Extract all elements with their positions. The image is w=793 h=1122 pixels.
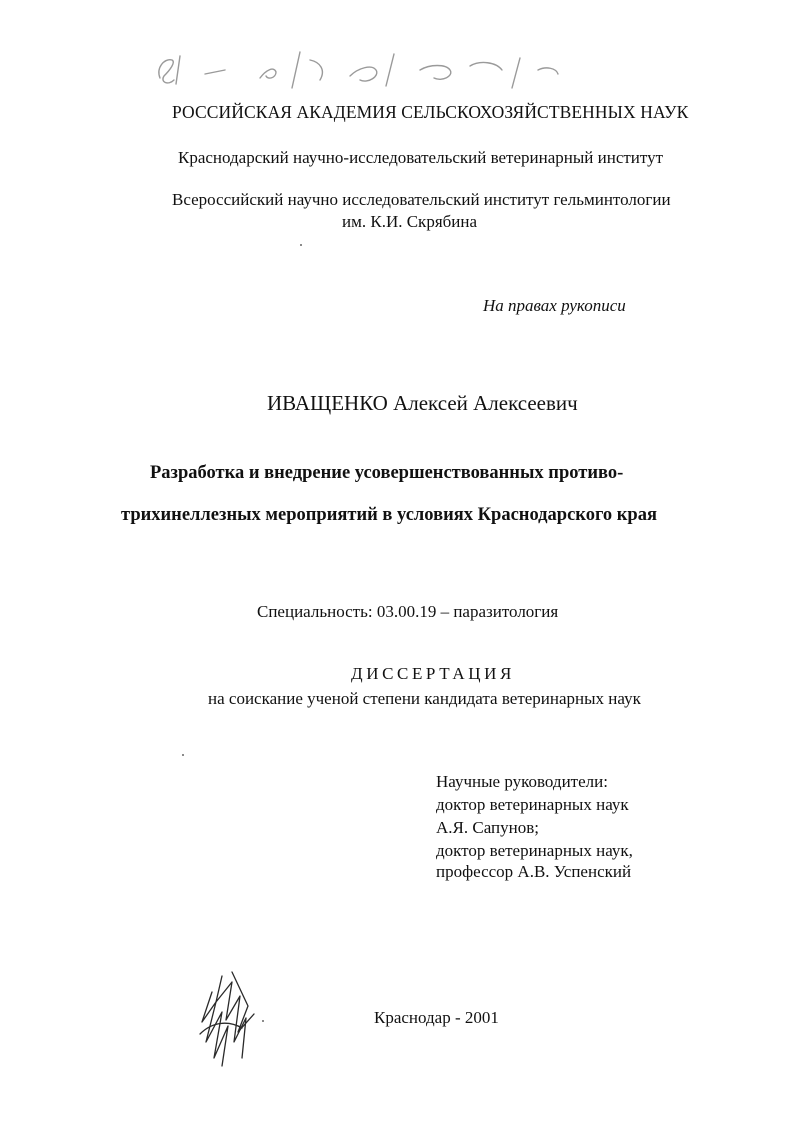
- supervisors-heading: Научные руководители:: [436, 772, 608, 791]
- dissertation-title-line-2: трихинеллезных мероприятий в условиях Краснодарского края: [121, 505, 657, 525]
- signature: [192, 962, 272, 1072]
- institute-name-2-subtitle: им. К.И. Скрябина: [342, 212, 478, 231]
- institute-name-2: Всероссийский научно исследовательский институт гельминтологии: [172, 190, 671, 209]
- supervisor-line: А.Я. Сапунов;: [436, 818, 539, 837]
- scan-speck: [262, 1020, 264, 1022]
- supervisor-line: доктор ветеринарных наук: [436, 795, 629, 814]
- place-and-year: Краснодар - 2001: [374, 1008, 499, 1027]
- academy-name: РОССИЙСКАЯ АКАДЕМИЯ СЕЛЬСКОХОЗЯЙСТВЕННЫХ НАУК: [172, 102, 689, 122]
- institute-name-1: Краснодарский научно-исследовательский ветеринарный институт: [178, 148, 664, 167]
- dissertation-title-line-1: Разработка и внедрение усовершенствованных противо-: [150, 463, 624, 483]
- scan-speck: [300, 244, 302, 246]
- specialty: Специальность: 03.00.19 – паразитология: [257, 602, 559, 621]
- supervisor-line: профессор А.В. Успенский: [436, 862, 632, 881]
- author-name: ИВАЩЕНКО Алексей Алексеевич: [267, 391, 578, 415]
- handwritten-pencil-note: [150, 40, 570, 100]
- manuscript-rights-note: На правах рукописи: [483, 296, 626, 315]
- degree-description: на соискание ученой степени кандидата ветеринарных наук: [208, 689, 641, 708]
- scan-speck: [182, 754, 184, 756]
- dissertation-label: ДИССЕРТАЦИЯ: [351, 664, 515, 683]
- supervisor-line: доктор ветеринарных наук,: [436, 841, 633, 860]
